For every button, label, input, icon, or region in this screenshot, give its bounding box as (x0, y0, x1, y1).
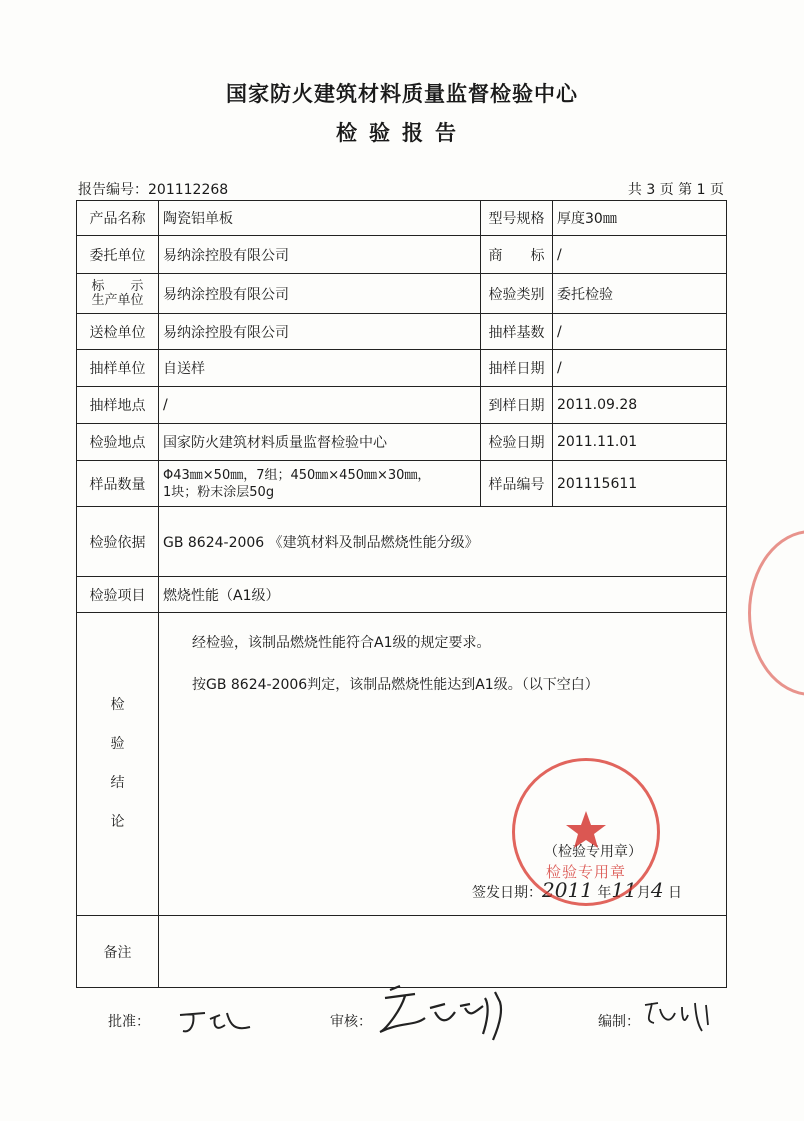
arrival-date-value: 2011.09.28 (553, 387, 727, 424)
product-name-value: 陶瓷铝单板 (159, 201, 481, 236)
conclusion-char-4: 论 (110, 814, 125, 830)
test-type-value: 委托检验 (553, 274, 727, 314)
test-date-value: 2011.11.01 (553, 424, 727, 461)
table-row (77, 461, 727, 507)
conclusion-label (77, 613, 159, 916)
table-row (77, 314, 727, 350)
table-row (77, 274, 727, 314)
remarks-label: 备注 (77, 916, 159, 988)
model-value: 厚度30㎜ (553, 201, 727, 236)
conclusion-line1: 经检验，该制品燃烧性能符合A1级的规定要求。 (192, 635, 491, 651)
sample-base-value: / (553, 314, 727, 350)
manufacturer-label (77, 274, 159, 314)
sample-qty-label: 样品数量 (77, 461, 159, 507)
issue-month: 11 (611, 878, 637, 902)
sampling-date-value: / (553, 350, 727, 387)
seal-text: 检验专用章 (545, 863, 626, 881)
manufacturer-value: 易纳涂控股有限公司 (159, 274, 481, 314)
report-no-value: 201112268 (148, 182, 229, 198)
table-row (77, 916, 727, 988)
official-seal (512, 758, 660, 906)
submitter-value: 易纳涂控股有限公司 (159, 314, 481, 350)
reviewer-signature (375, 982, 525, 1047)
test-type-label: 检验类别 (481, 274, 553, 314)
sample-qty-line2: 1块；粉末涂层50g (163, 484, 275, 500)
issue-year: 2011 (542, 878, 593, 902)
sample-base-label: 抽样基数 (481, 314, 553, 350)
arrival-date-label: 到样日期 (481, 387, 553, 424)
sampling-place-label: 抽样地点 (77, 387, 159, 424)
table-row (77, 201, 727, 236)
partial-seal (748, 530, 804, 696)
sample-no-value: 201115611 (553, 461, 727, 507)
conclusion-char-2: 验 (110, 736, 125, 752)
conclusion-char-3: 结 (110, 775, 125, 791)
org-title: 国家防火建筑材料质量监督检验中心 (226, 82, 578, 106)
prepare-label: 编制： (598, 1014, 640, 1030)
manufacturer-label-line2: 生产单位 (91, 292, 144, 308)
page-info: 共 3 页 第 1 页 (627, 182, 724, 198)
model-label: 型号规格 (481, 201, 553, 236)
conclusion-line2: 按GB 8624-2006判定，该制品燃烧性能达到A1级。（以下空白） (192, 677, 599, 693)
item-label: 检验项目 (77, 577, 159, 613)
sample-qty-line1: Φ43㎜×50㎜，7组；450㎜×450㎜×30㎜， (163, 467, 431, 483)
table-row (77, 507, 727, 577)
issue-day: 4 (650, 878, 664, 902)
table-row (77, 350, 727, 387)
trademark-value: / (553, 236, 727, 274)
sampling-date-label: 抽样日期 (481, 350, 553, 387)
table-row (77, 387, 727, 424)
month-char: 月 (636, 885, 651, 901)
test-date-label: 检验日期 (481, 424, 553, 461)
issue-date-label: 签发日期： (472, 885, 542, 901)
remarks-value (159, 916, 727, 988)
sampler-value: 自送样 (159, 350, 481, 387)
item-value: 燃烧性能（A1级） (159, 577, 727, 613)
table-row (77, 577, 727, 613)
table-row (77, 236, 727, 274)
conclusion-char-1: 检 (110, 697, 125, 713)
manufacturer-label-line1: 标 示 (91, 278, 144, 294)
test-place-value: 国家防火建筑材料质量监督检验中心 (159, 424, 481, 461)
report-number (78, 179, 228, 199)
test-place-label: 检验地点 (77, 424, 159, 461)
stamp-caption: （检验专用章） (544, 844, 642, 860)
report-title: 检验报告 (336, 121, 468, 145)
report-no-label: 报告编号： (78, 182, 148, 198)
year-char: 年 (597, 885, 612, 901)
basis-label: 检验依据 (77, 507, 159, 577)
approve-label: 批准： (108, 1014, 150, 1030)
preparer-signature (640, 995, 715, 1037)
trademark-label: 商 标 (481, 236, 553, 274)
sample-qty-value (159, 461, 481, 507)
sampling-place-value: / (159, 387, 481, 424)
review-label: 审核： (330, 1014, 372, 1030)
client-value: 易纳涂控股有限公司 (159, 236, 481, 274)
product-name-label: 产品名称 (77, 201, 159, 236)
client-label: 委托单位 (77, 236, 159, 274)
table-row (77, 424, 727, 461)
sampler-label: 抽样单位 (77, 350, 159, 387)
submitter-label: 送检单位 (77, 314, 159, 350)
sample-no-label: 样品编号 (481, 461, 553, 507)
basis-value: GB 8624-2006 《建筑材料及制品燃烧性能分级》 (159, 507, 727, 577)
day-char: 日 (668, 885, 682, 901)
approver-signature (175, 1005, 260, 1037)
